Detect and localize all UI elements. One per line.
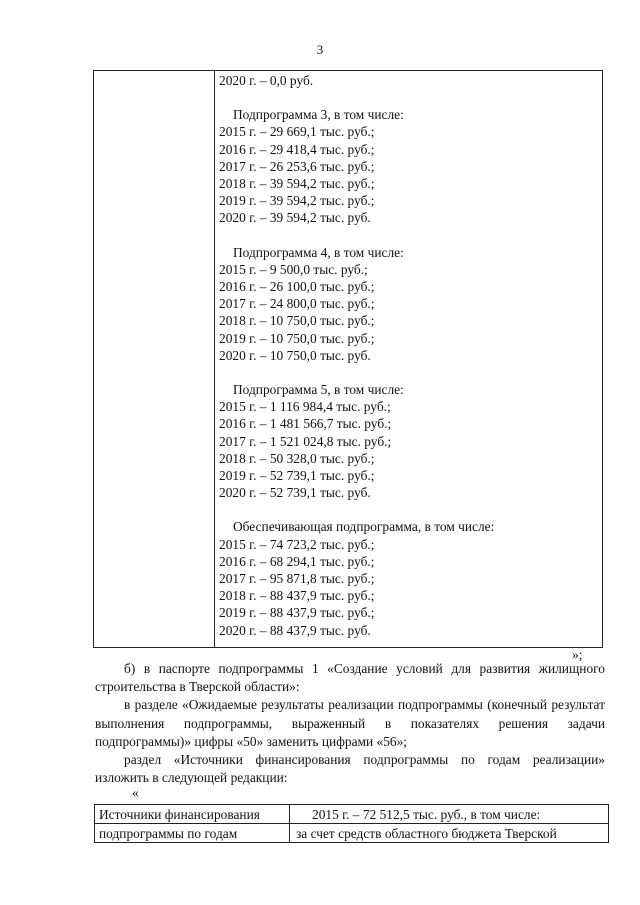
paragraph-b: б) в паспорте подпрограммы 1 «Создание условий для развития жилищного строительства в Тверской области»:: [95, 661, 605, 695]
paragraph-sources: раздел «Источники финансирования подпрограммы по годам реализации» изложить в следующей редакции:: [95, 752, 605, 786]
funding-line: 2018 г. – 39 594,2 тыс. руб.;: [219, 176, 375, 192]
page-number: 3: [316, 42, 324, 57]
funding-table: [93, 70, 603, 648]
sources-label-cell: [95, 824, 290, 843]
funding-line: 2020 г. – 52 739,1 тыс. руб.: [219, 485, 371, 501]
funding-line: 2016 г. – 29 418,4 тыс. руб.;: [219, 141, 375, 157]
closing-quote: »;: [572, 647, 583, 662]
funding-line: 2015 г. – 74 723,2 тыс. руб.;: [219, 536, 375, 552]
funding-line: 2016 г. – 1 481 566,7 тыс. руб.;: [219, 416, 392, 432]
paragraph-results: в разделе «Ожидаемые результаты реализации подпрограммы (конечный результат выполнения подпрограммы, выраженный в показателях решения задачи подпрограммы)» цифры «50» заменить цифрами «56»;: [95, 697, 605, 749]
sources-label-cell: [95, 805, 290, 824]
subprogram-3-heading: Подпрограмма 3, в том числе:: [233, 107, 404, 123]
subprogram-4-heading: Подпрограмма 4, в том числе:: [233, 244, 404, 260]
sources-label-line2: подпрограммы по годам: [99, 826, 238, 841]
sources-label-line1: Источники финансирования: [99, 807, 260, 822]
funding-line: 2017 г. – 1 521 024,8 тыс. руб.;: [219, 433, 392, 449]
funding-line: 2017 г. – 24 800,0 тыс. руб.;: [219, 296, 375, 312]
funding-line: 2015 г. – 29 669,1 тыс. руб.;: [219, 124, 375, 140]
sources-value-line1: 2015 г. – 72 512,5 тыс. руб., в том числе:: [312, 807, 541, 822]
funding-line: 2020 г. – 88 437,9 тыс. руб.: [219, 622, 371, 638]
table-row: [95, 824, 609, 843]
table-row: [95, 805, 609, 824]
amendment-text: [95, 660, 605, 787]
funding-line: 2016 г. – 26 100,0 тыс. руб.;: [219, 279, 375, 295]
funding-line: 2019 г. – 88 437,9 тыс. руб.;: [219, 605, 375, 621]
funding-line: 2015 г. – 1 116 984,4 тыс. руб.;: [219, 399, 391, 415]
funding-line: 2015 г. – 9 500,0 тыс. руб.;: [219, 261, 368, 277]
funding-line: 2020 г. – 10 750,0 тыс. руб.: [219, 347, 371, 363]
funding-line: 2019 г. – 39 594,2 тыс. руб.;: [219, 193, 375, 209]
subprogram-5-heading: Подпрограмма 5, в том числе:: [233, 382, 404, 398]
column-divider: [214, 71, 215, 647]
funding-line: 2017 г. – 95 871,8 тыс. руб.;: [219, 571, 375, 587]
funding-line: 2020 г. – 39 594,2 тыс. руб.: [219, 210, 371, 226]
funding-line: 2019 г. – 52 739,1 тыс. руб.;: [219, 468, 375, 484]
opening-quote: «: [132, 785, 139, 800]
subprogram-funding-table: [94, 804, 609, 843]
funding-line: 2018 г. – 10 750,0 тыс. руб.;: [219, 313, 375, 329]
funding-line: 2018 г. – 88 437,9 тыс. руб.;: [219, 588, 375, 604]
funding-line: 2018 г. – 50 328,0 тыс. руб.;: [219, 450, 375, 466]
sources-value-line2: за счет средств областного бюджета Тверской: [296, 826, 557, 841]
funding-line: 2019 г. – 10 750,0 тыс. руб.;: [219, 330, 375, 346]
sources-value-cell: [290, 805, 609, 824]
funding-line: 2020 г. – 0,0 руб.: [219, 73, 314, 88]
funding-line: 2017 г. – 26 253,6 тыс. руб.;: [219, 158, 375, 174]
support-subprogram-heading: Обеспечивающая подпрограмма, в том числе:: [233, 519, 495, 535]
funding-cell: [219, 72, 596, 639]
funding-line: 2016 г. – 68 294,1 тыс. руб.;: [219, 553, 375, 569]
sources-value-cell: [290, 824, 609, 843]
